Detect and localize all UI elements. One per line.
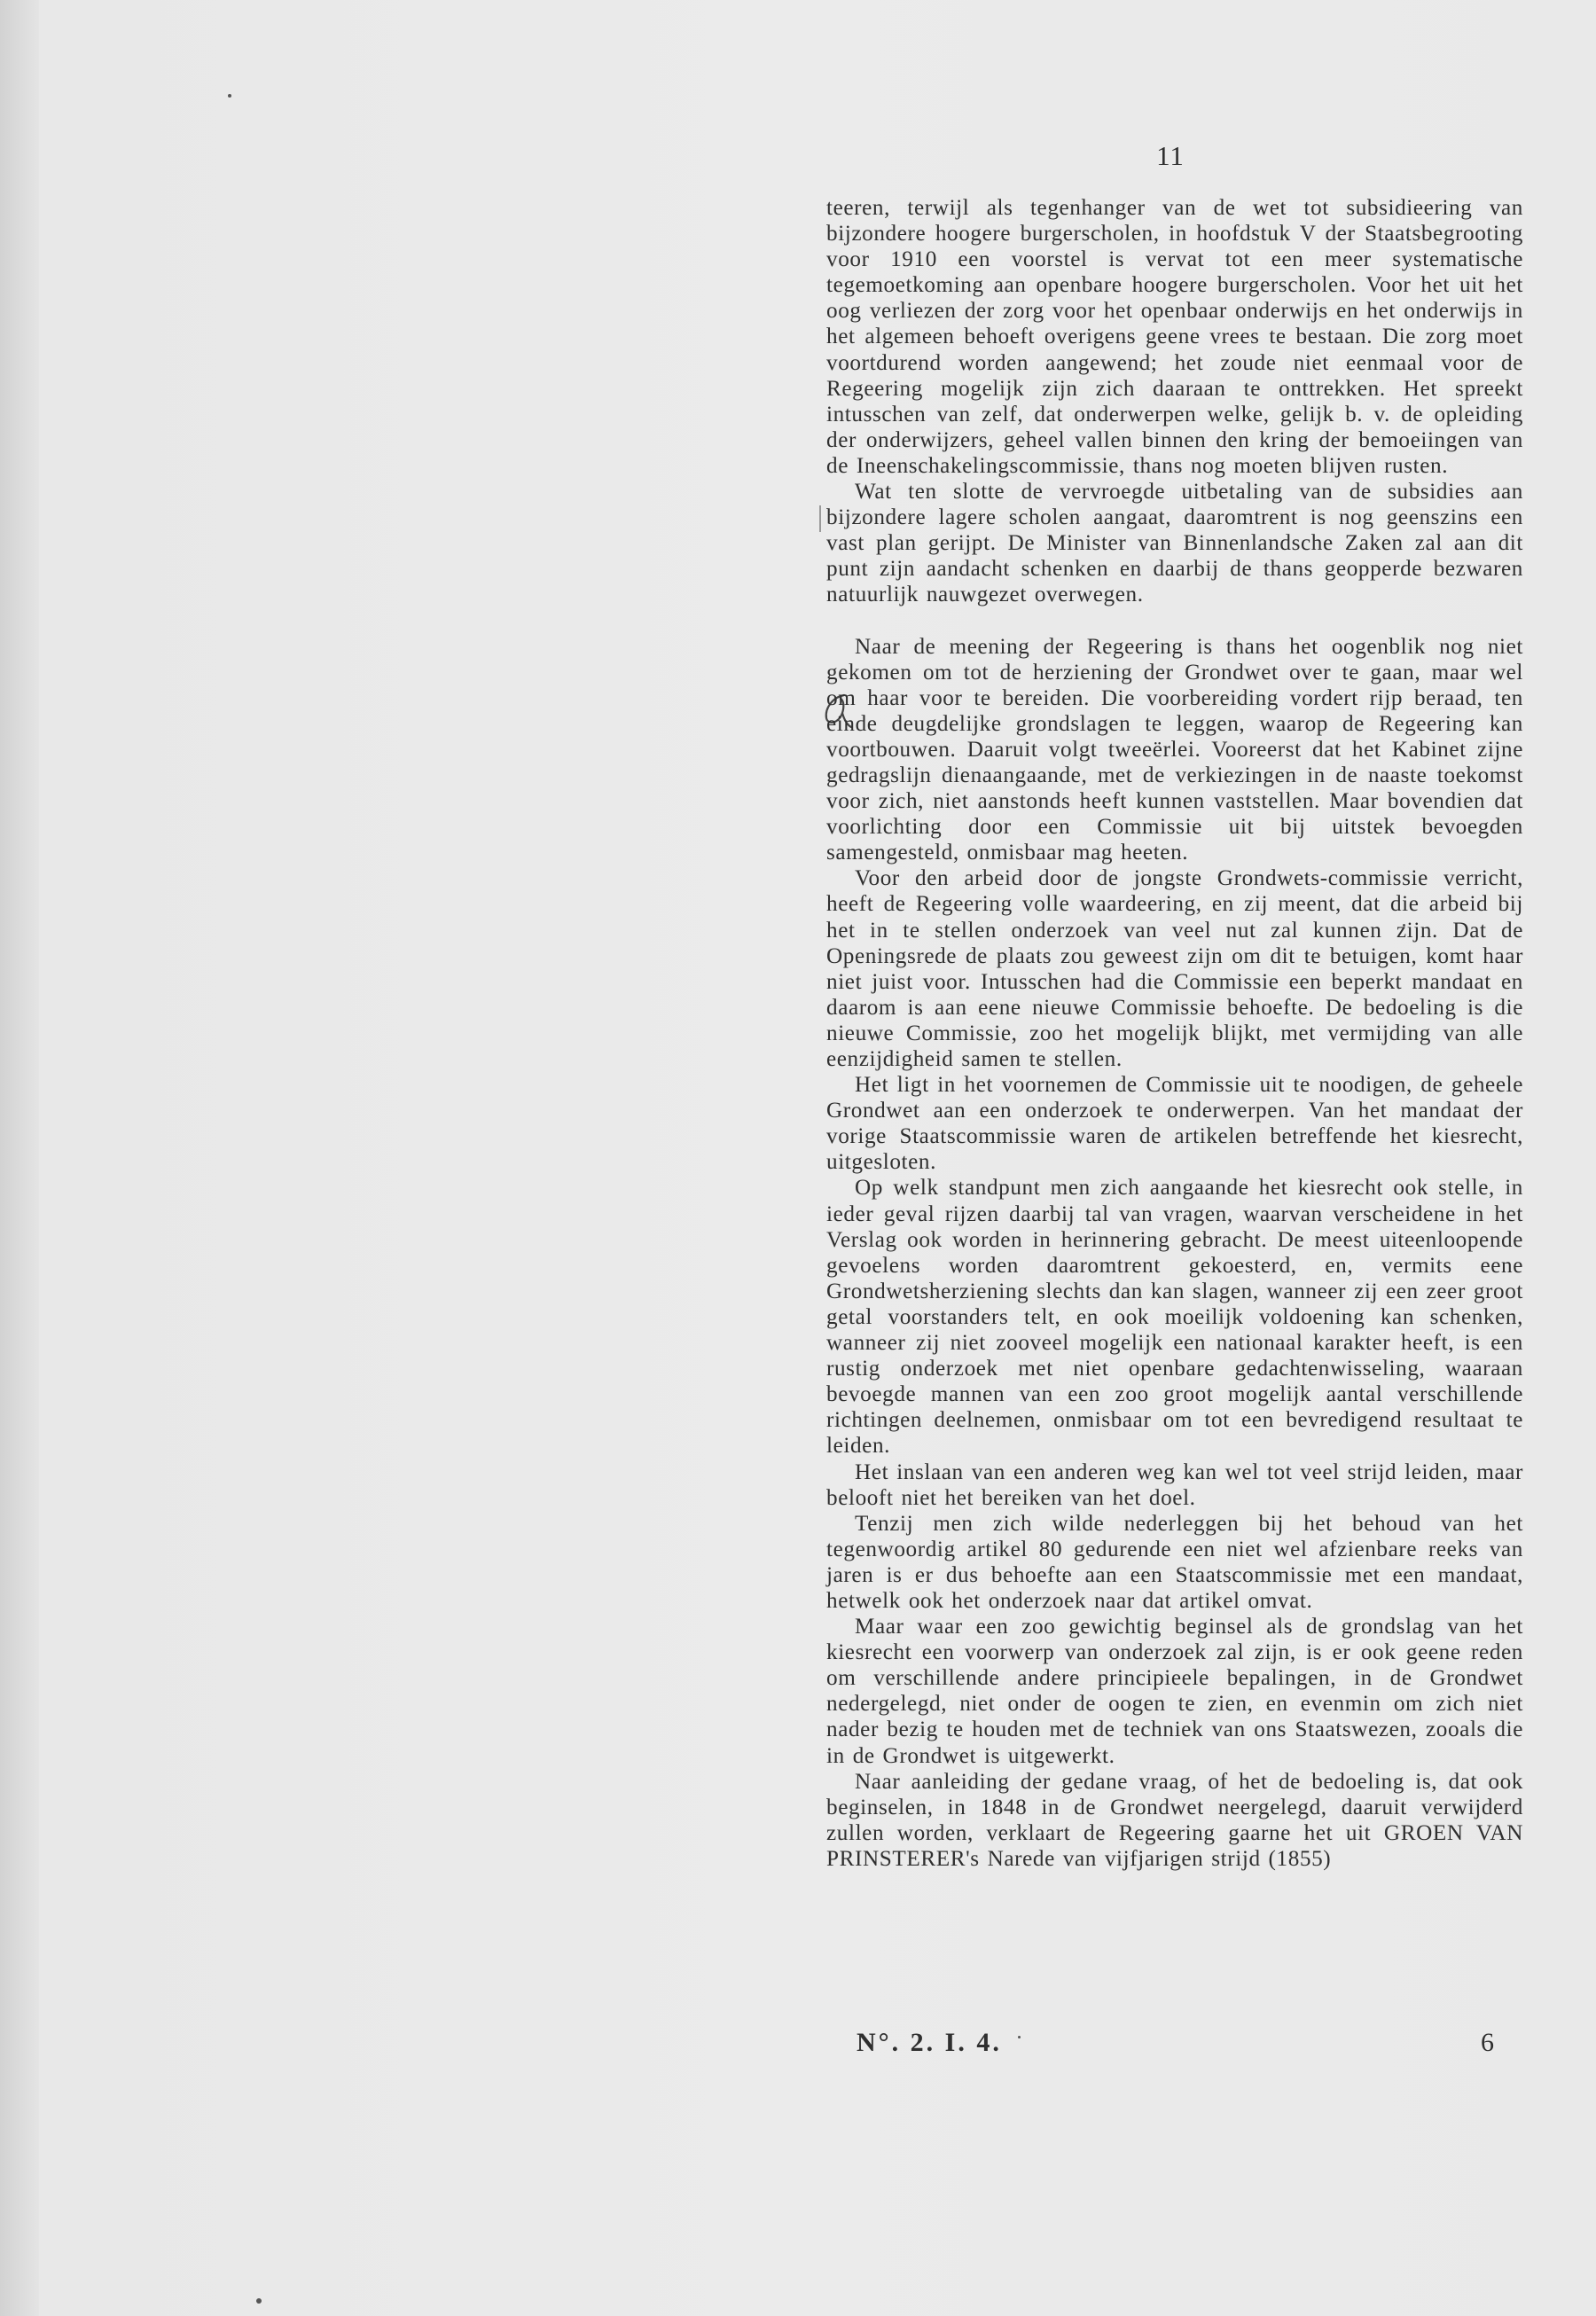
- body-text: [826, 195, 1523, 1872]
- dust-speck: [228, 94, 231, 98]
- paragraph: Maar waar een zoo gewichtig beginsel als de grondslag van het kiesrecht een voorwerp van onderzoek zal zijn, is er ook geene reden om verschillende andere principieele bepalingen, in de Grondwet nedergelegd, niet onder de oogen te zien, en evenmin om zich niet nader bezig te houden met de techniek van ons Staatswezen, zooals die in de Grondwet is uitgewerkt.: [826, 1615, 1523, 1768]
- paragraph: Naar aanleiding der gedane vraag, of het de bedoeling is, dat ook beginselen, in 1848 in de Grondwet neergelegd, daaruit verwijderd zullen worden, verklaart de Regeering gaarne het uit GROEN VAN PRINSTERER's Narede van vijfjarigen strijd (1855): [826, 1769, 1523, 1871]
- margin-mark: [819, 505, 821, 532]
- dust-speck: [1018, 2036, 1021, 2038]
- printer-signature: N°. 2. I. 4.: [857, 2028, 1002, 2057]
- paragraph: Het ligt in het voornemen de Commissie uit te noodigen, de geheele Grondwet aan een onderzoek te onderwerpen. Van het mandaat der vorige Staatscommissie waren de artikelen betreffende het kiesrecht, uitgesloten.: [826, 1073, 1523, 1175]
- page-left-edge: [0, 0, 39, 2316]
- paragraph: Tenzij men zich wilde nederleggen bij het behoud van het tegenwoordig artikel 80 gedurende een niet wel afzienbare reeks van jaren is er dus behoefte aan een Staatscommissie met een mandaat, hetwelk ook het onderzoek naar dat artikel omvat.: [826, 1511, 1523, 1613]
- sheet-number: 6: [1481, 2028, 1494, 2057]
- paragraph: Het inslaan van een anderen weg kan wel tot veel strijd leiden, maar belooft niet het bereiken van het doel.: [826, 1459, 1523, 1510]
- page-number: 11: [1156, 140, 1185, 171]
- paragraph: Voor den arbeid door de jongste Grondwets-commissie verricht, heeft de Regeering volle waardeering, en zij meent, dat die arbeid bij het in te stellen onderzoek van veel nut zal kunnen zijn. Dat de Openingsrede de plaats zou geweest zijn om dit te betuigen, komt haar niet juist voor. Intusschen had die Commissie een beperkt mandaat en daarom is aan eene nieuwe Commissie behoefte. De bedoeling is die nieuwe Commissie, zoo het mogelijk blijkt, met vermijding van alle eenzijdigheid samen te stellen.: [826, 866, 1523, 1071]
- dust-speck: [256, 2298, 262, 2304]
- paragraph: Naar de meening der Regeering is thans het oogenblik nog niet gekomen om tot de herziening der Grondwet over te gaan, maar wel om haar voor te bereiden. Die voorbereiding vordert rijp beraad, ten einde deugdelijke grondslagen te leggen, waarop de Regeering kan voortbouwen. Daaruit volgt tweeërlei. Vooreerst dat het Kabinet zijne gedragslijn dienaangaande, met de verkiezingen in de naaste toekomst voor zich, niet aanstonds heeft kunnen vaststellen. Maar bovendien dat voorlichting door een Commissie uit bij uitstek bevoegden samengesteld, onmisbaar mag heeten.: [826, 634, 1523, 865]
- paragraph: teeren, terwijl als tegenhanger van de wet tot subsidieering van bijzondere hoogere burgerscholen, in hoofdstuk V der Staatsbegrooting voor 1910 een voorstel is vervat tot een meer systematische tegemoetkoming aan openbare hoogere burgerscholen. Voor het uit het oog verliezen der zorg voor het openbaar onderwijs en het onderwijs in het algemeen behoeft overigens geene vrees te bestaan. Die zorg moet voortdurend worden aangewend; het zoude niet eenmaal voor de Regeering mogelijk zijn zich daaraan te onttrekken. Het spreekt intusschen van zelf, dat onderwerpen welke, gelijk b. v. de opleiding der onderwijzers, geheel vallen binnen den kring der bemoeiingen van de Ineenschakelingscommissie, thans nog moeten blijven rusten.: [826, 196, 1523, 478]
- paragraph: Wat ten slotte de vervroegde uitbetaling van de subsidies aan bijzondere lagere scholen aangaat, daaromtrent is nog geenszins een vast plan gerijpt. De Minister van Binnenlandsche Zaken zal aan dit punt zijn aandacht schenken en daarbij de thans geopperde bezwaren natuurlijk nauwgezet overwegen.: [826, 480, 1523, 607]
- paragraph: Op welk standpunt men zich aangaande het kiesrecht ook stelle, in ieder geval rijzen daarbij tal van vragen, waarvan verscheidene in het Verslag ook worden in herinnering gebracht. De meest uiteenloopende gevoelens worden daaromtrent gekoesterd, en, vermits eene Grondwetsherziening slechts dan kan slagen, wanneer zij een zeer groot getal voorstanders telt, en ook moeilijk voldoening kan schenken, wanneer zij niet zooveel mogelijk een nationaal karakter heeft, is een rustig onderzoek met niet openbare gedachtenwisseling, waaraan bevoegde mannen van een zoo groot mogelijk aantal verschillende richtingen deelnemen, onmisbaar om tot een bevredigend resultaat te leiden.: [826, 1176, 1523, 1459]
